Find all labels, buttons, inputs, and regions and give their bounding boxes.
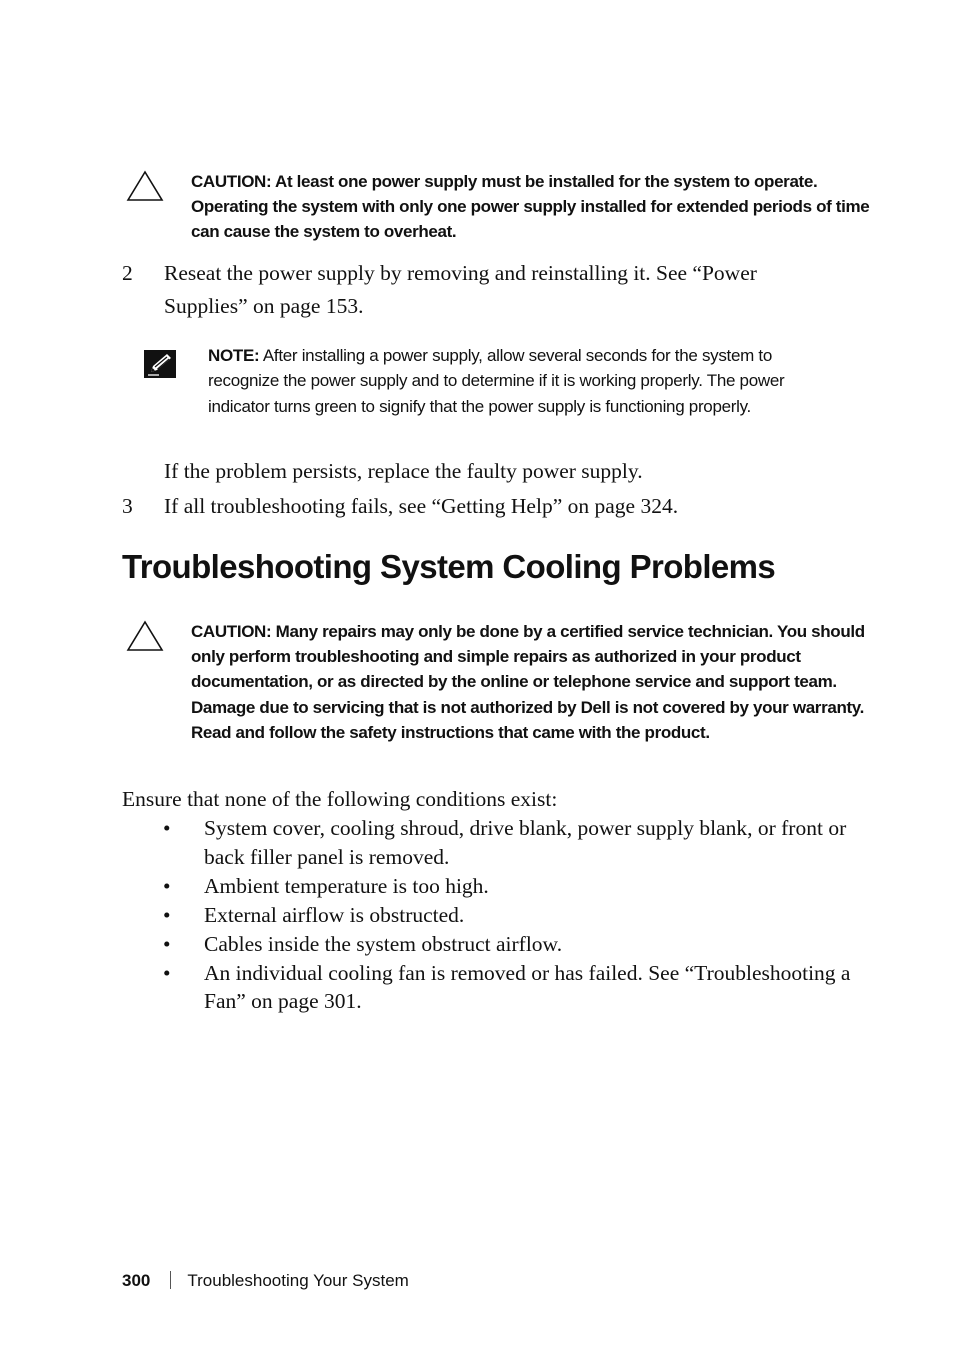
step-2-followup: If the problem persists, replace the faulty power supply. xyxy=(164,459,643,483)
step-number: 2 xyxy=(122,261,133,285)
step-2 xyxy=(122,257,842,323)
note-text xyxy=(208,343,840,419)
caution-notice-power xyxy=(125,169,870,245)
list-item-text: Cables inside the system obstruct airflow. xyxy=(204,931,563,956)
bullet-icon: • xyxy=(163,960,171,985)
list-item xyxy=(163,814,853,871)
list-item-text: Ambient temperature is too high. xyxy=(204,873,489,898)
step-text: Reseat the power supply by removing and reinstalling it. See “Power Supplies” on page 153. xyxy=(164,261,757,318)
page-footer xyxy=(122,1271,409,1291)
bullet-icon: • xyxy=(163,816,171,840)
conditions-list xyxy=(163,814,853,1016)
list-item xyxy=(163,930,853,959)
section-heading: Troubleshooting System Cooling Problems xyxy=(122,548,776,585)
caution-label: CAUTION: xyxy=(191,172,272,191)
caution-triangle-icon xyxy=(125,169,165,203)
caution-notice-service xyxy=(125,619,870,745)
note-pencil-icon xyxy=(143,349,177,379)
conditions-intro: Ensure that none of the following conditions exist: xyxy=(122,787,558,811)
caution-label: CAUTION: xyxy=(191,622,272,641)
note-power-indicator xyxy=(140,343,840,419)
chapter-title: Troubleshooting Your System xyxy=(187,1271,409,1290)
footer-divider xyxy=(170,1271,171,1289)
list-item-text: External airflow is obstructed. xyxy=(204,902,465,927)
step-text: If all troubleshooting fails, see “Getting Help” on page 324. xyxy=(164,494,679,518)
list-item-text: An individual cooling fan is removed or has failed. See “Troubleshooting a Fan” on page 301. xyxy=(204,960,851,1013)
step-3 xyxy=(122,490,842,523)
page-number: 300 xyxy=(122,1271,151,1290)
bullet-icon: • xyxy=(163,902,171,927)
bullet-icon: • xyxy=(163,873,171,898)
list-item xyxy=(163,872,853,901)
list-item xyxy=(163,959,853,1016)
bullet-icon: • xyxy=(163,931,171,956)
list-item-text: System cover, cooling shroud, drive blank, power supply blank, or front or back filler panel is removed. xyxy=(204,816,847,869)
caution-triangle-icon xyxy=(125,619,165,653)
caution-text xyxy=(191,169,870,245)
list-item xyxy=(163,901,853,930)
caution-body: Many repairs may only be done by a certified service technician. You should only perform troubleshooting and simple repairs as authorized in your product documentation, or as directed by the online or telephone service and support team. Damage due to servicing that is not authorized by Dell is not covered by your warranty. Read and follow the safety instructions that came with the product. xyxy=(191,622,865,742)
caution-body: At least one power supply must be installed for the system to operate. Operating the system with only one power supply installed for extended periods of time can cause the system to overheat. xyxy=(191,172,870,242)
note-label: NOTE: xyxy=(208,346,260,365)
step-number: 3 xyxy=(122,494,133,518)
caution-text xyxy=(191,619,870,745)
note-body: After installing a power supply, allow several seconds for the system to recognize the power supply and to determine if it is working properly. The power indicator turns green to signify that the power supply is functioning properly. xyxy=(208,346,785,416)
